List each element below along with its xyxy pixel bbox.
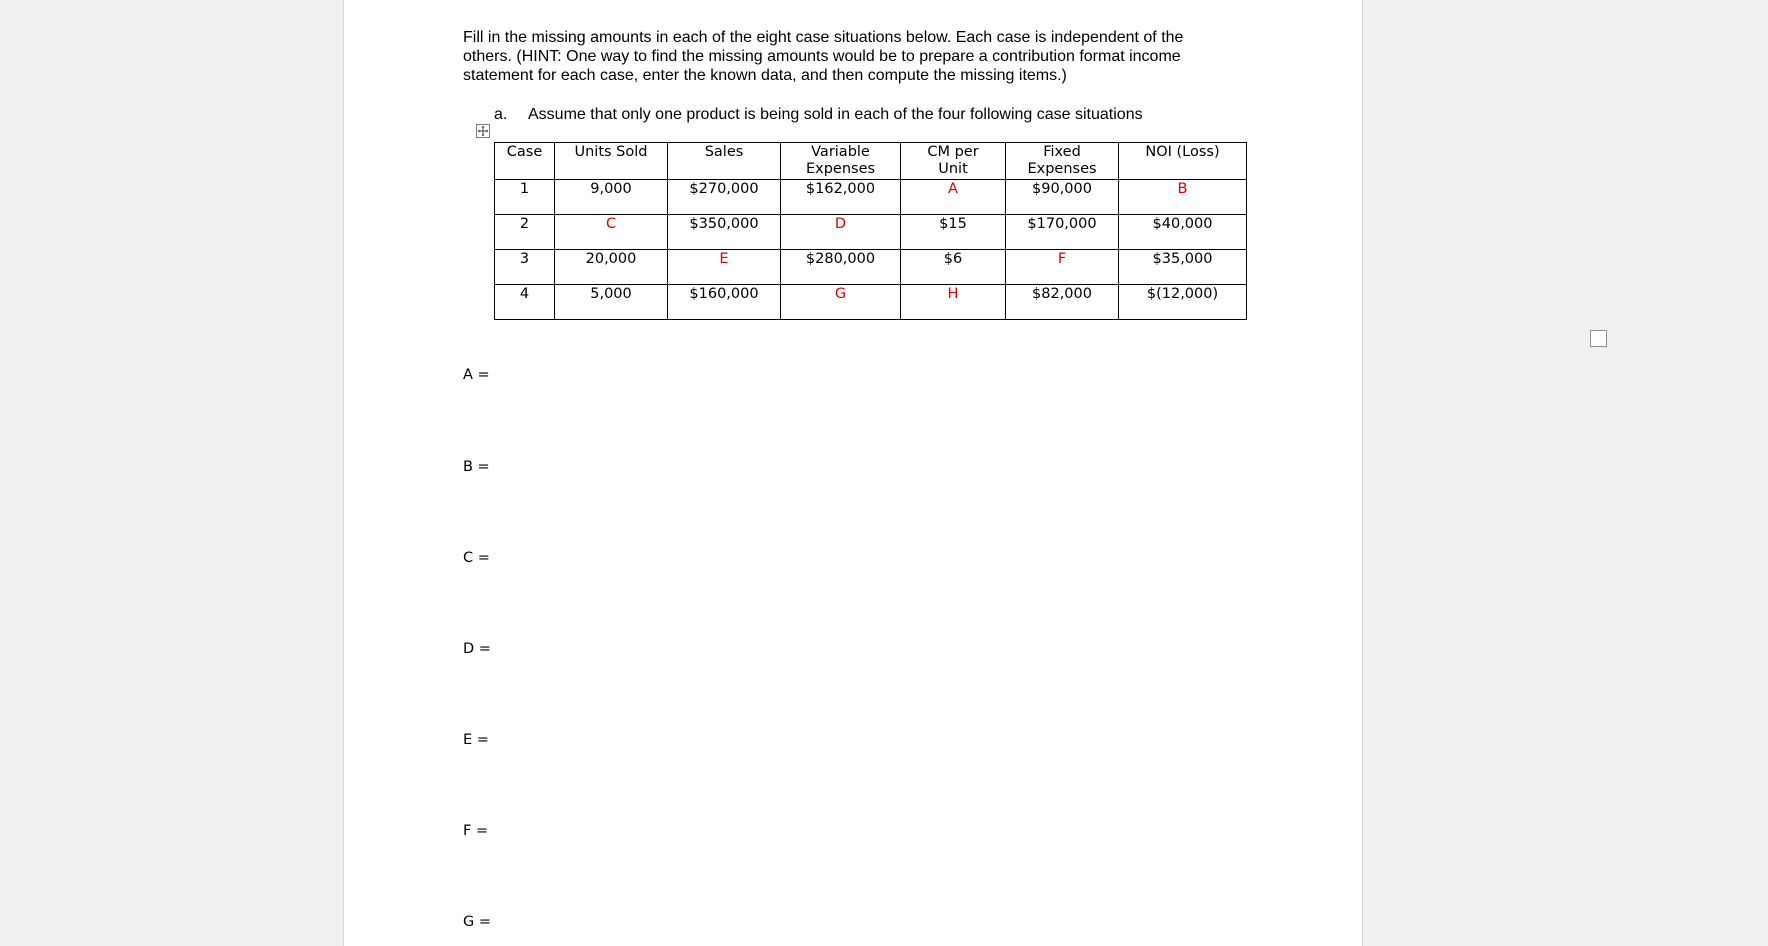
answer-label-e: E =: [463, 732, 489, 748]
cell-sales-missing: E: [668, 250, 781, 285]
header-cm-per-unit-line-1: CM per: [927, 144, 979, 160]
instructions-line-3: statement for each case, enter the known data, and then compute the missing items.): [463, 67, 1067, 84]
header-units-sold: Units Sold: [555, 143, 668, 180]
cell-case: 3: [495, 250, 555, 285]
cell-units-sold: 5,000: [555, 285, 668, 320]
cell-noi-missing: B: [1119, 180, 1247, 215]
cell-fixed-expenses-missing: F: [1006, 250, 1119, 285]
table-row: [495, 250, 1247, 285]
cell-units-sold: 9,000: [555, 180, 668, 215]
header-noi: NOI (Loss): [1119, 143, 1247, 180]
cell-variable-expenses-missing: D: [781, 215, 901, 250]
header-cm-per-unit: [901, 143, 1006, 180]
answer-label-c: C =: [463, 550, 490, 566]
cell-cm-per-unit-missing: A: [901, 180, 1006, 215]
header-fixed-expenses: [1006, 143, 1119, 180]
cell-case: 1: [495, 180, 555, 215]
header-variable-expenses-line-1: Variable: [811, 144, 870, 160]
document-page: [343, 0, 1363, 946]
table-move-handle-icon[interactable]: [476, 124, 490, 138]
instructions-line-1: Fill in the missing amounts in each of the eight case situations below. Each case is independent of the: [463, 29, 1184, 46]
header-variable-expenses: [781, 143, 901, 180]
cell-units-sold: 20,000: [555, 250, 668, 285]
header-cm-per-unit-line-2: Unit: [938, 161, 968, 177]
cell-noi: $40,000: [1119, 215, 1247, 250]
cell-sales: $270,000: [668, 180, 781, 215]
answer-label-d: D =: [463, 641, 491, 657]
cell-cm-per-unit: $6: [901, 250, 1006, 285]
table-row: [495, 180, 1247, 215]
table-resize-handle[interactable]: [1590, 330, 1607, 347]
cell-variable-expenses: $280,000: [781, 250, 901, 285]
answer-label-a: A =: [463, 367, 490, 383]
header-case: Case: [495, 143, 555, 180]
cell-fixed-expenses: $90,000: [1006, 180, 1119, 215]
cell-cm-per-unit-missing: H: [901, 285, 1006, 320]
table-row: [495, 215, 1247, 250]
header-variable-expenses-line-2: Expenses: [805, 161, 876, 177]
case-situations-table: [494, 142, 1247, 320]
cell-sales: $160,000: [668, 285, 781, 320]
part-a-text: Assume that only one product is being sold in each of the four following case situations: [528, 106, 1143, 123]
cell-fixed-expenses: $170,000: [1006, 215, 1119, 250]
answer-label-g: G =: [463, 914, 491, 930]
table-row: [495, 285, 1247, 320]
instructions-paragraph: [463, 28, 1243, 85]
cell-case: 2: [495, 215, 555, 250]
cell-variable-expenses: $162,000: [781, 180, 901, 215]
cell-noi: $(12,000): [1119, 285, 1247, 320]
header-fixed-expenses-line-1: Fixed: [1043, 144, 1081, 160]
instructions-line-2: others. (HINT: One way to find the missing amounts would be to prepare a contribution format income: [463, 48, 1181, 65]
cell-variable-expenses-missing: G: [781, 285, 901, 320]
cell-units-sold-missing: C: [555, 215, 668, 250]
header-sales: Sales: [668, 143, 781, 180]
answer-label-f: F =: [463, 823, 489, 839]
cell-case: 4: [495, 285, 555, 320]
table-header-row: [495, 143, 1247, 180]
part-a-label: a.: [494, 106, 508, 123]
cell-sales: $350,000: [668, 215, 781, 250]
answer-label-b: B =: [463, 459, 490, 475]
cell-noi: $35,000: [1119, 250, 1247, 285]
cell-cm-per-unit: $15: [901, 215, 1006, 250]
header-fixed-expenses-line-2: Expenses: [1027, 161, 1097, 177]
cell-fixed-expenses: $82,000: [1006, 285, 1119, 320]
